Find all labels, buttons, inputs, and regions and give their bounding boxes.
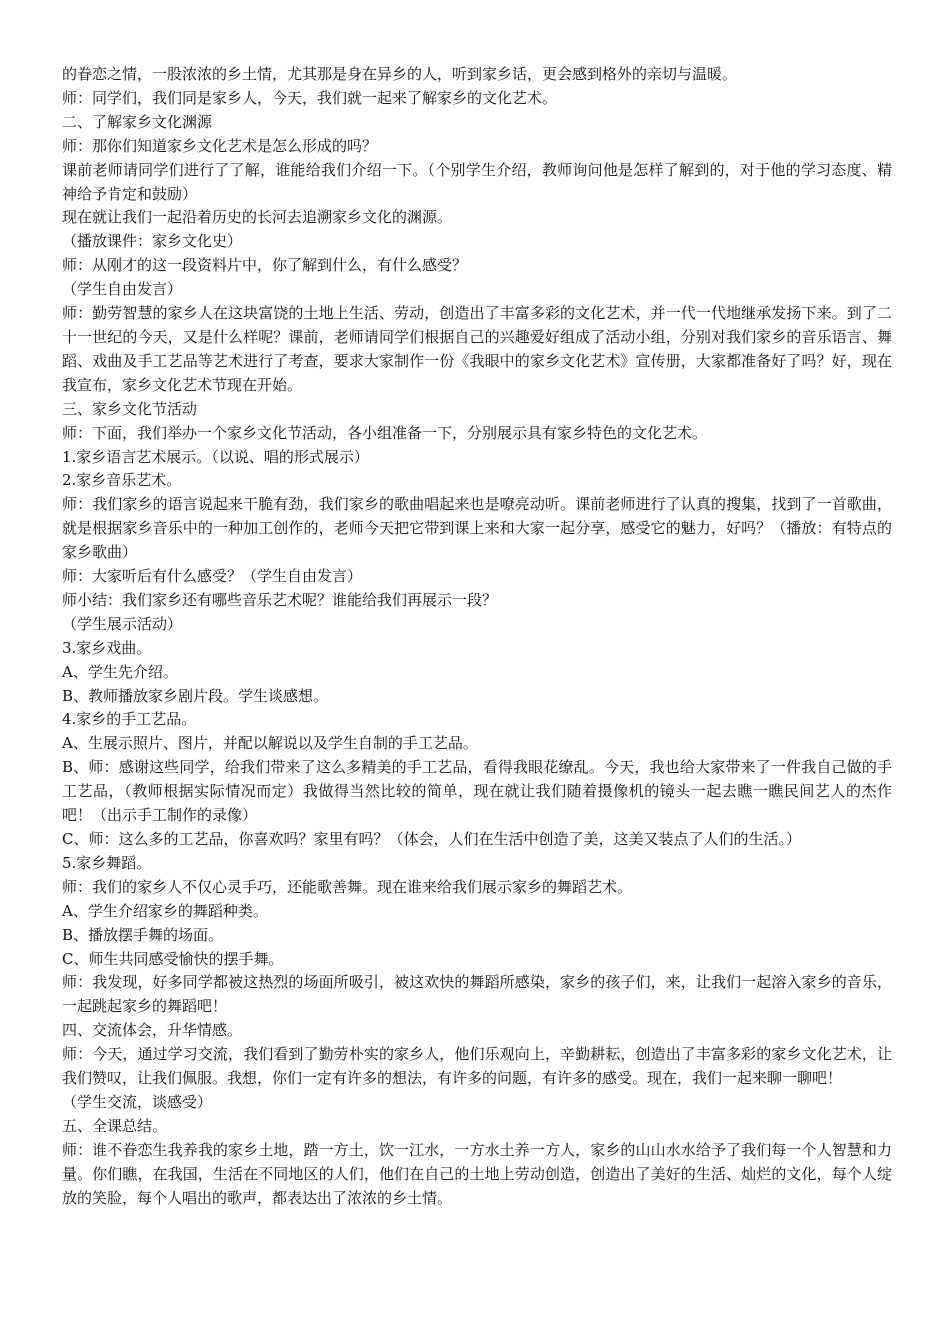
paragraph: 课前老师请同学们进行了了解，谁能给我们介绍一下。（个别学生介绍，教师询问他是怎样了解到的，对于他的学习态度、精神给予肯定和鼓励）	[62, 160, 892, 203]
paragraph: 师：从刚才的这一段资料片中，你了解到什么，有什么感受？	[62, 256, 468, 275]
paragraph: B、师：感谢这些同学，给我们带来了这么多精美的手工艺品，看得我眼花缭乱。今天，我也给大家带来了一件我自己做的手工艺品，（教师根据实际情况而定）我做得当然比较的简单，现在就让我们随着摄像机的镜头一起去瞧一瞧民间艺人的杰作吧！（出示手工制作的录像）	[62, 758, 892, 825]
section-heading: 二、了解家乡文化渊源	[62, 112, 213, 131]
paragraph: 师：那你们知道家乡文化艺术是怎么形成的吗？	[62, 136, 378, 155]
list-item: A、学生先介绍。	[62, 662, 178, 681]
paragraph: 现在就让我们一起沿着历史的长河去追溯家乡文化的渊源。	[62, 208, 453, 227]
list-item: 2.家乡音乐艺术。	[62, 471, 182, 490]
paragraph: 师：我们的家乡人不仅心灵手巧，还能歌善舞。现在谁来给我们展示家乡的舞蹈艺术。	[62, 877, 633, 896]
paragraph: （播放课件：家乡文化史）	[62, 232, 243, 251]
section-heading: 五、全课总结。	[62, 1116, 168, 1135]
list-item: 1.家乡语言艺术展示。（以说、唱的形式展示）	[62, 447, 369, 466]
paragraph: 师：谁不眷恋生我养我的家乡土地，踏一方土，饮一江水，一方水土养一方人，家乡的山山水水给予了我们每一个人智慧和力量。你们瞧，在我国，生活在不同地区的人们，他们在自己的土地上劳动创造，创造出了美好的生活、灿烂的文化，每个人绽放的笑脸，每个人唱出的歌声，都表达出了浓浓的乡土情。	[62, 1140, 892, 1207]
paragraph: 师：下面，我们举办一个家乡文化节活动，各小组准备一下，分别展示具有家乡特色的文化艺术。	[62, 423, 708, 442]
section-heading: 三、家乡文化节活动	[62, 399, 198, 418]
paragraph: 师：我发现，好多同学都被这热烈的场面所吸引，被这欢快的舞蹈所感染，家乡的孩子们，来，让我们一起溶入家乡的音乐，一起跳起家乡的舞蹈吧！	[62, 973, 892, 1016]
paragraph: （学生展示活动）	[62, 614, 183, 633]
paragraph: 师：我们家乡的语言说起来干脆有劲，我们家乡的歌曲唱起来也是嘹亮动听。课前老师进行了认真的搜集，找到了一首歌曲，就是根据家乡音乐中的一种加工创作的，老师今天把它带到课上来和大家一起分享，感受它的魅力，好吗？（播放：有特点的家乡歌曲）	[62, 495, 892, 562]
paragraph: （学生交流，谈感受）	[62, 1092, 213, 1111]
paragraph: 师：同学们，我们同是家乡人，今天，我们就一起来了解家乡的文化艺术。	[62, 88, 558, 107]
list-item: B、教师播放家乡剧片段。学生谈感想。	[62, 686, 329, 705]
paragraph: 师：大家听后有什么感受？（学生自由发言）	[62, 567, 363, 586]
paragraph: 师：今天，通过学习交流，我们看到了勤劳朴实的家乡人，他们乐观向上，辛勤耕耘，创造出了丰富多彩的家乡文化艺术，让我们赞叹，让我们佩服。我想，你们一定有许多的想法，有许多的问题，有许多的感受。现在，我们一起来聊一聊吧！	[62, 1045, 892, 1088]
paragraph: （学生自由发言）	[62, 280, 183, 299]
paragraph: 的眷恋之情，一股浓浓的乡土情，尤其那是身在异乡的人，听到家乡话，更会感到格外的亲切与温暖。	[62, 65, 738, 83]
paragraph: C、师：这么多的工艺品，你喜欢吗？家里有吗？（体会，人们在生活中创造了美，这美又装点了人们的生活。）	[62, 830, 801, 848]
list-item: 3.家乡戏曲。	[62, 638, 152, 657]
list-item: C、师生共同感受愉快的摆手舞。	[62, 949, 284, 968]
section-heading: 四、交流体会，升华情感。	[62, 1021, 243, 1040]
list-item: 5.家乡舞蹈。	[62, 853, 152, 872]
document-body	[62, 63, 892, 1211]
paragraph: 师：勤劳智慧的家乡人在这块富饶的土地上生活、劳动，创造出了丰富多彩的文化艺术，并一代一代地继承发扬下来。到了二十一世纪的今天，又是什么样呢？课前，老师请同学们根据自己的兴趣爱好组成了活动小组，分别对我们家乡的音乐语言、舞蹈、戏曲及手工艺品等艺术进行了考查，要求大家制作一份《我眼中的家乡文化艺术》宣传册，大家都准备好了吗？好，现在我宣布，家乡文化艺术节现在开始。	[62, 304, 892, 394]
list-item: A、生展示照片、图片，并配以解说以及学生自制的手工艺品。	[62, 734, 478, 753]
list-item: A、学生介绍家乡的舞蹈种类。	[62, 901, 268, 920]
list-item: 4.家乡的手工艺品。	[62, 710, 197, 729]
paragraph: 师小结：我们家乡还有哪些音乐艺术呢？谁能给我们再展示一段？	[62, 590, 498, 609]
list-item: B、播放摆手舞的场面。	[62, 925, 224, 944]
